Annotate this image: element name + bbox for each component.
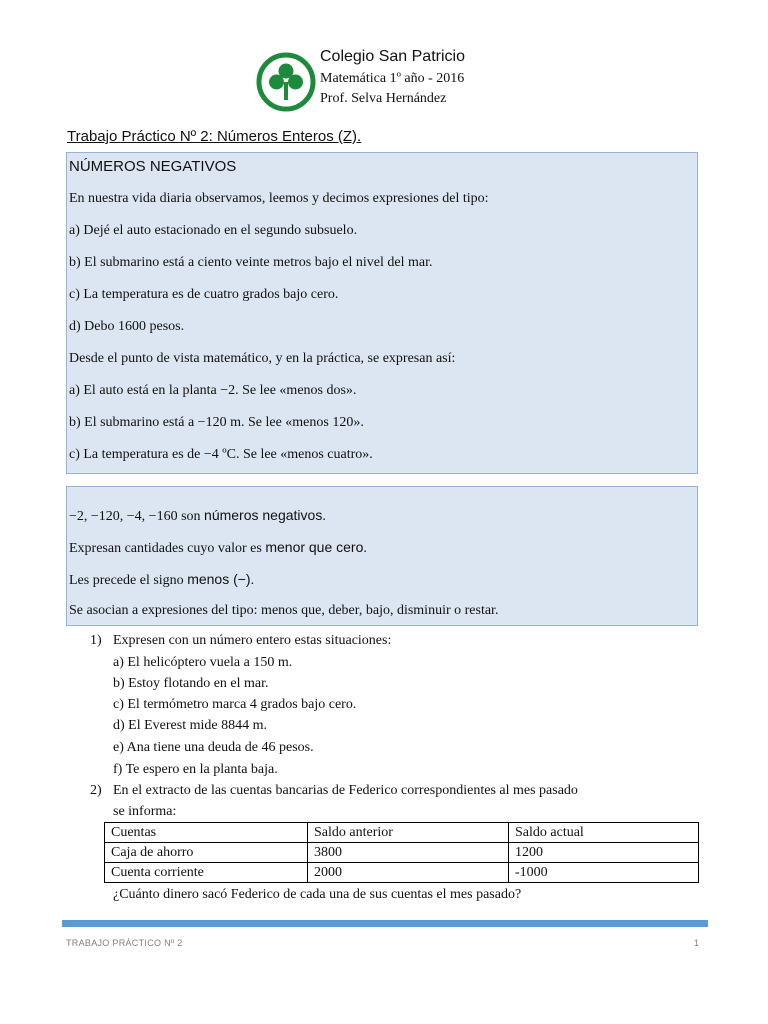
definition-text: Expresan cantidades cuyo valor es bbox=[69, 541, 266, 556]
question-text: ¿Cuánto dinero sacó Federico de cada una de sus cuentas el mes pasado? bbox=[113, 887, 522, 902]
box-line: c) La temperatura es de cuatro grados bajo cero. bbox=[69, 287, 339, 302]
question-text: se informa: bbox=[113, 804, 177, 819]
question-item: f) Te espero en la planta baja. bbox=[113, 762, 278, 777]
box-line: c) La temperatura es de −4 ºC. Se lee «menos cuatro». bbox=[69, 447, 373, 462]
table-cell: 3800 bbox=[308, 843, 509, 863]
table-row bbox=[105, 843, 699, 863]
definition-text: . bbox=[250, 573, 255, 588]
table-header-cell: Saldo actual bbox=[509, 823, 699, 843]
table-cell: Caja de ahorro bbox=[105, 843, 308, 863]
teacher-line: Prof. Selva Hernández bbox=[320, 91, 447, 106]
table-cell: 1200 bbox=[509, 843, 699, 863]
table-cell: -1000 bbox=[509, 863, 699, 883]
box-line: Desde el punto de vista matemático, y en la práctica, se expresan así: bbox=[69, 351, 456, 366]
footer-rule bbox=[62, 920, 708, 927]
school-name: Colegio San Patricio bbox=[320, 48, 465, 65]
definition-emphasis: números negativos bbox=[204, 507, 323, 523]
box-line: d) Debo 1600 pesos. bbox=[69, 319, 185, 334]
definition-line bbox=[69, 507, 326, 525]
definition-emphasis: menos (−) bbox=[187, 571, 251, 587]
question-item: c) El termómetro marca 4 grados bajo cero. bbox=[113, 697, 357, 712]
definition-text: Les precede el signo bbox=[69, 573, 188, 588]
question-number: 1) bbox=[90, 633, 102, 648]
box-line: b) El submarino está a ciento veinte metros bajo el nivel del mar. bbox=[69, 255, 433, 270]
page-number: 1 bbox=[694, 938, 700, 948]
table-header-row bbox=[105, 823, 699, 843]
definition-text: −2, −120, −4, −160 son bbox=[69, 509, 205, 524]
question-text: Expresen con un número entero estas situaciones: bbox=[113, 633, 392, 648]
box-line: En nuestra vida diaria observamos, leemos y decimos expresiones del tipo: bbox=[69, 191, 489, 206]
negative-numbers-box bbox=[66, 152, 698, 474]
question-item: d) El Everest mide 8844 m. bbox=[113, 718, 267, 733]
question-number: 2) bbox=[90, 783, 102, 798]
definition-line bbox=[69, 539, 367, 557]
table-cell: Cuenta corriente bbox=[105, 863, 308, 883]
question-item: e) Ana tiene una deuda de 46 pesos. bbox=[113, 740, 314, 755]
box-line: b) El submarino está a −120 m. Se lee «menos 120». bbox=[69, 415, 364, 430]
footer-title: TRABAJO PRÁCTICO Nº 2 bbox=[66, 938, 183, 948]
question-item: b) Estoy flotando en el mar. bbox=[113, 676, 269, 691]
table-header-cell: Saldo anterior bbox=[308, 823, 509, 843]
question-item: a) El helicóptero vuela a 150 m. bbox=[113, 655, 293, 670]
box-heading: NÚMEROS NEGATIVOS bbox=[69, 158, 237, 175]
box-line: a) El auto está en la planta −2. Se lee «menos dos». bbox=[69, 383, 357, 398]
definition-text: . bbox=[363, 541, 367, 556]
definition-line: Se asocian a expresiones del tipo: menos que, deber, bajo, disminuir o restar. bbox=[69, 603, 499, 618]
document-title: Trabajo Práctico Nº 2: Números Enteros (Z). bbox=[67, 128, 362, 145]
table-cell: 2000 bbox=[308, 863, 509, 883]
definition-text: . bbox=[322, 509, 326, 524]
box-line: a) Dejé el auto estacionado en el segundo subsuelo. bbox=[69, 223, 358, 238]
definition-emphasis: menor que cero bbox=[265, 539, 364, 555]
table-row bbox=[105, 863, 699, 883]
course-line: Matemática 1º año - 2016 bbox=[320, 71, 465, 86]
accounts-table bbox=[104, 822, 699, 883]
school-logo bbox=[256, 52, 316, 112]
definition-line bbox=[69, 571, 254, 589]
definition-box bbox=[66, 486, 698, 626]
table-header-cell: Cuentas bbox=[105, 823, 308, 843]
question-text: En el extracto de las cuentas bancarias de Federico correspondientes al mes pasado bbox=[113, 783, 578, 798]
